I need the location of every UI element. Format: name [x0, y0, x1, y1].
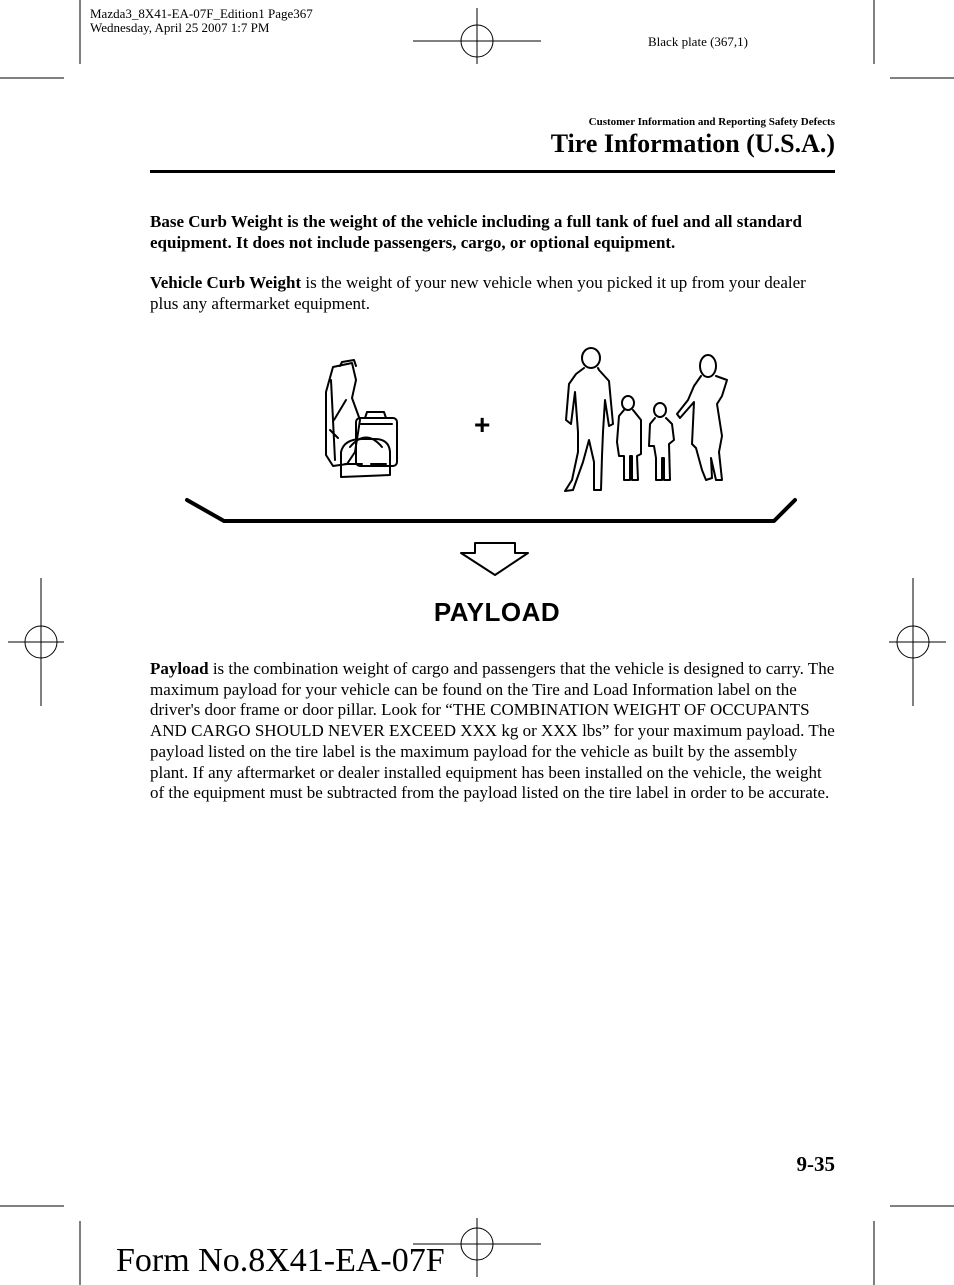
vehicle-curb-text: is the weight of your new vehicle when you picked it up from your dealer plus any aftermarket equipment.: [150, 273, 806, 313]
form-number: Form No.8X41-EA-07F: [116, 1242, 445, 1279]
page-number: 9-35: [796, 1152, 835, 1176]
duffel-bag-icon: [341, 438, 390, 478]
section-label: Customer Information and Reporting Safety Defects: [588, 116, 835, 128]
down-arrow-icon: [461, 543, 528, 575]
plate-label: Black plate (367,1): [648, 34, 748, 49]
man-silhouette-icon: [565, 348, 613, 491]
payload-term: Payload: [150, 659, 209, 678]
payload-text: is the combination weight of cargo and passengers that the vehicle is designed to carry. The maximum payload for your vehicle can be found on the Tire and Load Information label on the driver's door frame or door pillar. Look for “THE COMBINATION WEIGHT OF OCCUPANTS AND CARGO SHOULD NEVER EXCEED XXX kg or XXX lbs” for your maximum payload. The payload listed on the tire label is the maximum payload for the vehicle as built by the assembly plant. If any aftermarket or dealer installed equipment has been installed on the vehicle, the weight of the equipment must be subtracted from the payload listed on the tire label in order to be accurate.: [150, 659, 835, 803]
print-header-line1: Mazda3_8X41-EA-07F_Edition1 Page367: [90, 6, 313, 21]
payload-label: PAYLOAD: [433, 597, 561, 627]
payload-illustration: [0, 0, 954, 600]
page-title: Tire Information (U.S.A.): [550, 129, 835, 158]
vehicle-curb-term: Vehicle Curb Weight: [150, 273, 302, 292]
girl-silhouette-icon: [617, 396, 641, 480]
base-curb-paragraph: Base Curb Weight is the weight of the vehicle including a full tank of fuel and all standard equipment. It does not include passengers, cargo, or optional equipment.: [150, 212, 802, 252]
print-header-line2: Wednesday, April 25 2007 1:7 PM: [90, 20, 270, 35]
golf-bag-icon: [326, 360, 360, 466]
plus-sign: +: [474, 409, 491, 440]
payload-paragraph: [150, 659, 836, 804]
payload-bracket: [187, 500, 795, 521]
boy-silhouette-icon: [649, 403, 674, 480]
woman-silhouette-icon: [677, 355, 727, 480]
